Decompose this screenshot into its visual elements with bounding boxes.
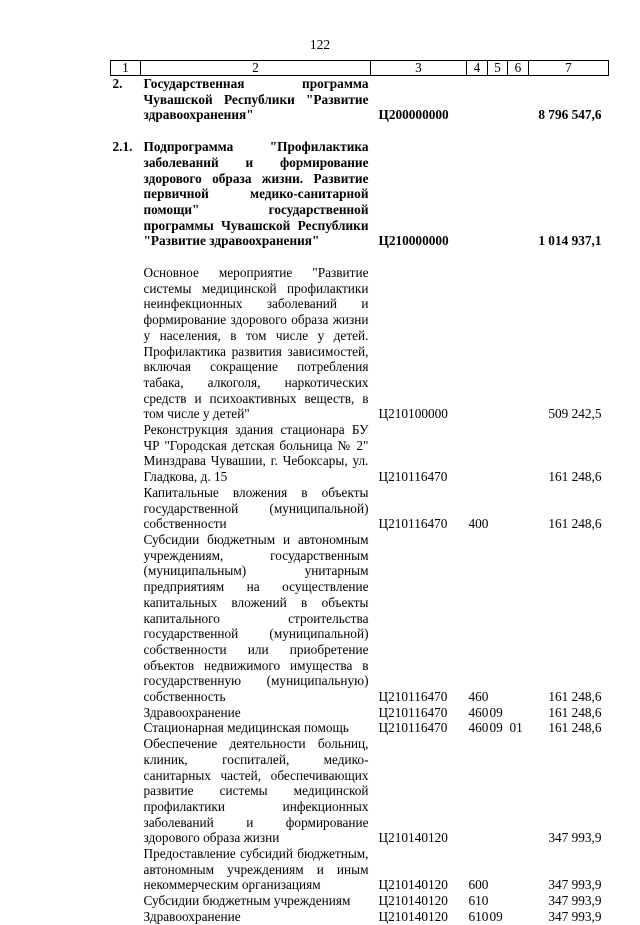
expense-type: [467, 736, 488, 846]
subsection: [508, 532, 529, 705]
expense-type: 400: [468, 516, 489, 532]
table-row: [111, 422, 609, 485]
amount: 347 993,9: [548, 877, 602, 893]
page-number: 122: [309, 37, 331, 52]
target-code: Ц210140120: [378, 877, 448, 893]
table-row: [111, 736, 609, 846]
row-spacer: [111, 123, 609, 139]
row-number: [111, 422, 141, 485]
row-name: Предоставление субсидий бюджетным, автономным учреждениям и иным некоммерческим организациям: [143, 846, 369, 893]
row-number: [111, 705, 141, 721]
target-code: Ц210140120: [378, 893, 448, 909]
target-code: Ц210140120: [378, 908, 448, 924]
amount: 347 993,9: [548, 908, 602, 924]
column-header: 1: [111, 61, 141, 76]
expense-type: 460: [468, 689, 489, 705]
row-number: 2.1.: [112, 139, 133, 155]
target-code: Ц200000000: [378, 107, 449, 123]
table-row: [111, 893, 609, 909]
section: [488, 736, 508, 846]
row-name: Здравоохранение: [143, 908, 241, 924]
table-body: [111, 76, 609, 925]
table-row: [111, 265, 609, 422]
amount: 161 248,6: [548, 469, 602, 485]
row-spacer: [111, 249, 609, 265]
subsection: [508, 909, 529, 925]
section: 09: [489, 704, 503, 720]
table-header: [111, 61, 609, 76]
table-row: [111, 485, 609, 532]
row-name: Капитальные вложения в объекты государственной (муниципальной) собственности: [143, 484, 369, 532]
row-number: [111, 909, 141, 925]
section: [488, 422, 508, 485]
section: [488, 893, 508, 909]
target-code: Ц210116470: [378, 516, 448, 532]
expense-type: [467, 422, 488, 485]
row-number: [111, 265, 141, 422]
target-code: Ц210116470: [378, 704, 448, 720]
row-name: Субсидии бюджетным и автономным учреждениям, государственным (муниципальным) унитарным предприятиям на осуществление капитальных вложений в объекты капитального строительства государственной (муниципальной) собственности или приобретение объектов недвижимого имущества в государственную (муниципальную) собственность: [143, 531, 369, 705]
column-header: 7: [529, 61, 609, 76]
subsection: 01: [509, 720, 523, 736]
table-row: [111, 846, 609, 893]
expense-type: [467, 76, 488, 124]
amount: 161 248,6: [548, 704, 602, 720]
row-name: Основное мероприятие "Развитие системы медицинской профилактики неинфекционных заболеваний и формирование здорового образа жизни у населения, в том числе у детей. Профилактика развития зависимостей, включая сокращение потребления табака, алкоголя, наркотических средств и психоактивных веществ, в том числе у детей": [143, 265, 369, 422]
row-number: [111, 736, 141, 846]
spacer-cell: [111, 123, 609, 139]
row-number: [111, 485, 141, 532]
row-number: [111, 720, 141, 736]
section: [488, 265, 508, 422]
section: 09: [489, 908, 503, 924]
target-code: Ц210116470: [378, 689, 448, 705]
amount: 1 014 937,1: [538, 233, 602, 249]
row-number: [111, 893, 141, 909]
column-header: 6: [508, 61, 529, 76]
expense-type: 610: [468, 893, 489, 909]
target-code: Ц210116470: [378, 720, 448, 736]
expense-type: 600: [468, 877, 489, 893]
subsection: [508, 485, 529, 532]
table-row: [111, 76, 609, 124]
amount: 161 248,6: [548, 720, 602, 736]
row-name: Здравоохранение: [143, 704, 241, 720]
row-name: Субсидии бюджетным учреждениям: [143, 893, 351, 909]
spacer-cell: [111, 249, 609, 265]
budget-table: [110, 60, 609, 925]
section: [488, 485, 508, 532]
row-name: Государственная программа Чувашской Республики "Развитие здравоохранения": [143, 76, 369, 123]
table-row: [111, 139, 609, 249]
amount: 8 796 547,6: [538, 107, 602, 123]
subsection: [508, 265, 529, 422]
expense-type: [467, 265, 488, 422]
column-number-row: [111, 61, 609, 76]
expense-type: 610: [468, 908, 489, 924]
target-code: Ц210000000: [378, 233, 449, 249]
subsection: [508, 422, 529, 485]
column-header: 4: [467, 61, 488, 76]
row-number: 2.: [112, 76, 123, 91]
amount: 161 248,6: [548, 689, 602, 705]
subsection: [508, 76, 529, 124]
column-header: 2: [141, 61, 371, 76]
row-number: [111, 532, 141, 705]
subsection: [508, 736, 529, 846]
table-row: [111, 720, 609, 736]
table-row: [111, 909, 609, 925]
amount: 347 993,9: [548, 830, 602, 846]
section: [488, 846, 508, 893]
section: 09: [489, 720, 503, 736]
row-number: [111, 846, 141, 893]
expense-type: 460: [468, 720, 489, 736]
subsection: [508, 846, 529, 893]
subsection: [508, 139, 529, 249]
subsection: [508, 705, 529, 721]
subsection: [508, 893, 529, 909]
section: [488, 139, 508, 249]
expense-type: [467, 139, 488, 249]
target-code: Ц210116470: [378, 469, 448, 485]
section: [488, 532, 508, 705]
target-code: Ц210140120: [378, 830, 448, 846]
table-row: [111, 532, 609, 705]
column-header: 3: [371, 61, 467, 76]
expense-type: 460: [468, 704, 489, 720]
table-row: [111, 705, 609, 721]
row-name: Стационарная медицинская помощь: [143, 720, 349, 736]
amount: 161 248,6: [548, 516, 602, 532]
column-header: 5: [488, 61, 508, 76]
amount: 347 993,9: [548, 893, 602, 909]
row-name: Подпрограмма "Профилактика заболеваний и формирование здорового образа жизни. Развитие первичной медико-санитарной помощи" государственной программы Чувашской Республики "Развитие здравоохранения": [143, 139, 369, 249]
section: [488, 76, 508, 124]
target-code: Ц210100000: [378, 406, 448, 422]
amount: 509 242,5: [548, 406, 602, 422]
row-name: Реконструкция здания стационара БУ ЧР "Городская детская больница № 2" Минздрава Чувашии, г. Чебоксары, ул. Гладкова, д. 15: [143, 422, 369, 485]
row-name: Обеспечение деятельности больниц, клиник, госпиталей, медико-санитарных частей, обеспечивающих развитие системы медицинской профилактики инфекционных заболеваний и формирование здорового образа жизни: [143, 736, 369, 846]
